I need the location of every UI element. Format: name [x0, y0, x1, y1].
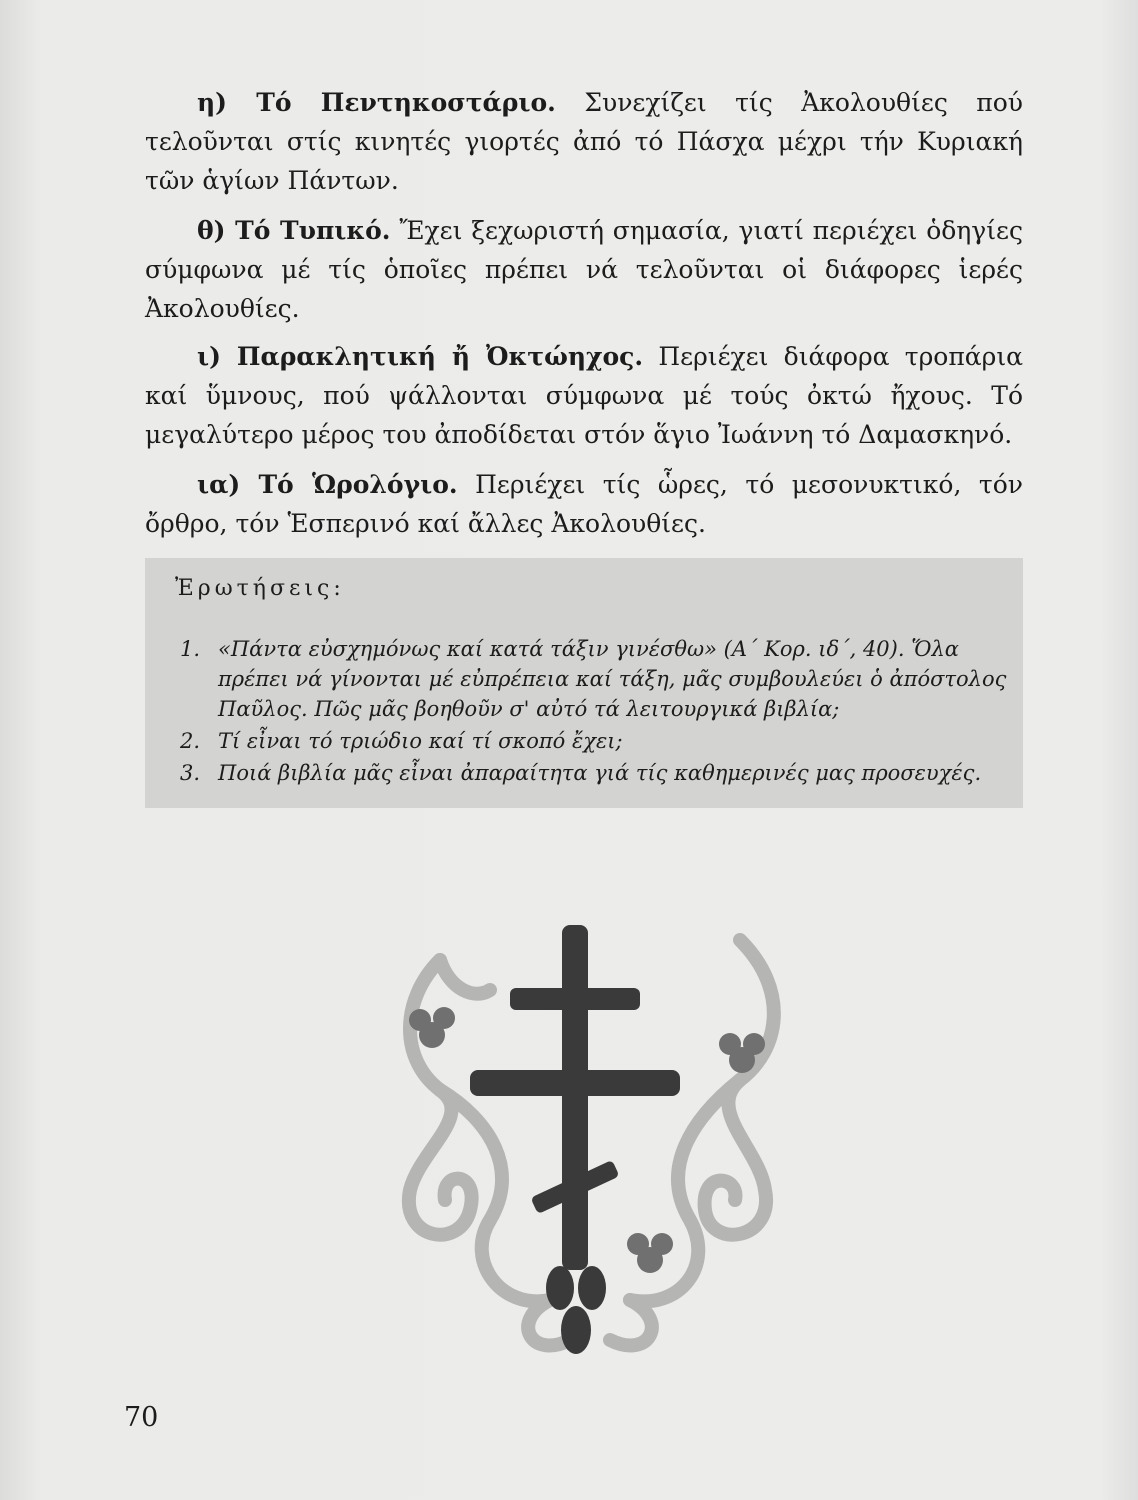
- paragraph-heading: η) Τό Πεντηκοστάριο.: [197, 88, 556, 117]
- paragraph-body: Συνεχίζει τίς Ἀκολουθίες πού τελοῦνται στίς κινητές γιορτές ἀπό τό Πάσχα μέχρι τήν Κυριακή τῶν ἁγίων Πάντων.: [145, 88, 1023, 195]
- question-text: Ποιά βιβλία μᾶς εἶναι ἀπαραίτητα γιά τίς καθημερινές μας προσευχές.: [218, 761, 982, 785]
- questions-list: [180, 634, 1010, 790]
- paragraph-heading: ι) Παρακλητική ἤ Ὀκτώηχος.: [197, 342, 644, 371]
- question-number: 2.: [180, 729, 201, 753]
- paragraph-heading: ια) Τό Ὡρολόγιο.: [197, 470, 458, 499]
- question-text: «Πάντα εὐσχημόνως καί κατά τάξιν γινέσθω» (Α΄ Κορ. ιδ΄, 40). Ὅλα πρέπει νά γίνονται μέ εὐπρέπεια καί τάξη, μᾶς συμβουλεύει ὁ ἀπόστολος Παῦλος. Πῶς μᾶς βοηθοῦν σ' αὐτό τά λειτουργικά βιβλία;: [218, 637, 1007, 721]
- page-number: 70: [124, 1402, 159, 1433]
- question-item: [180, 634, 1010, 724]
- question-item: [180, 726, 1010, 756]
- questions-box: [145, 558, 1023, 808]
- question-item: [180, 758, 1010, 788]
- paragraph-pentecostarion: [145, 83, 1023, 200]
- questions-title: Ἐρωτήσεις:: [175, 576, 345, 601]
- paragraph-parakletike: [145, 337, 1023, 454]
- paragraph-body: Ἔχει ξεχωριστή σημασία, γιατί περιέχει ὁδηγίες σύμφωνα μέ τίς ὁποῖες πρέπει νά τελοῦνται οἱ διάφορες ἱερές Ἀκολουθίες.: [145, 216, 1023, 323]
- question-number: 1.: [180, 637, 201, 661]
- question-number: 3.: [180, 761, 201, 785]
- question-text: Τί εἶναι τό τριώδιο καί τί σκοπό ἔχει;: [218, 729, 623, 753]
- orthodox-cross-ornament: [380, 920, 800, 1370]
- paragraph-horologion: [145, 465, 1023, 543]
- paragraph-body: Περιέχει τίς ὧρες, τό μεσονυκτικό, τόν ὄρθρο, τόν Ἑσπερινό καί ἄλλες Ἀκολουθίες.: [145, 470, 1023, 538]
- paragraph-heading: θ) Τό Τυπικό.: [197, 216, 391, 245]
- paragraph-typikon: [145, 211, 1023, 328]
- paragraph-body: Περιέχει διάφορα τροπάρια καί ὕμνους, πού ψάλλονται σύμφωνα μέ τούς ὀκτώ ἤχους. Τό μεγαλύτερο μέρος του ἀποδίδεται στόν ἅγιο Ἰωάννη τό Δαμασκηνό.: [145, 342, 1024, 449]
